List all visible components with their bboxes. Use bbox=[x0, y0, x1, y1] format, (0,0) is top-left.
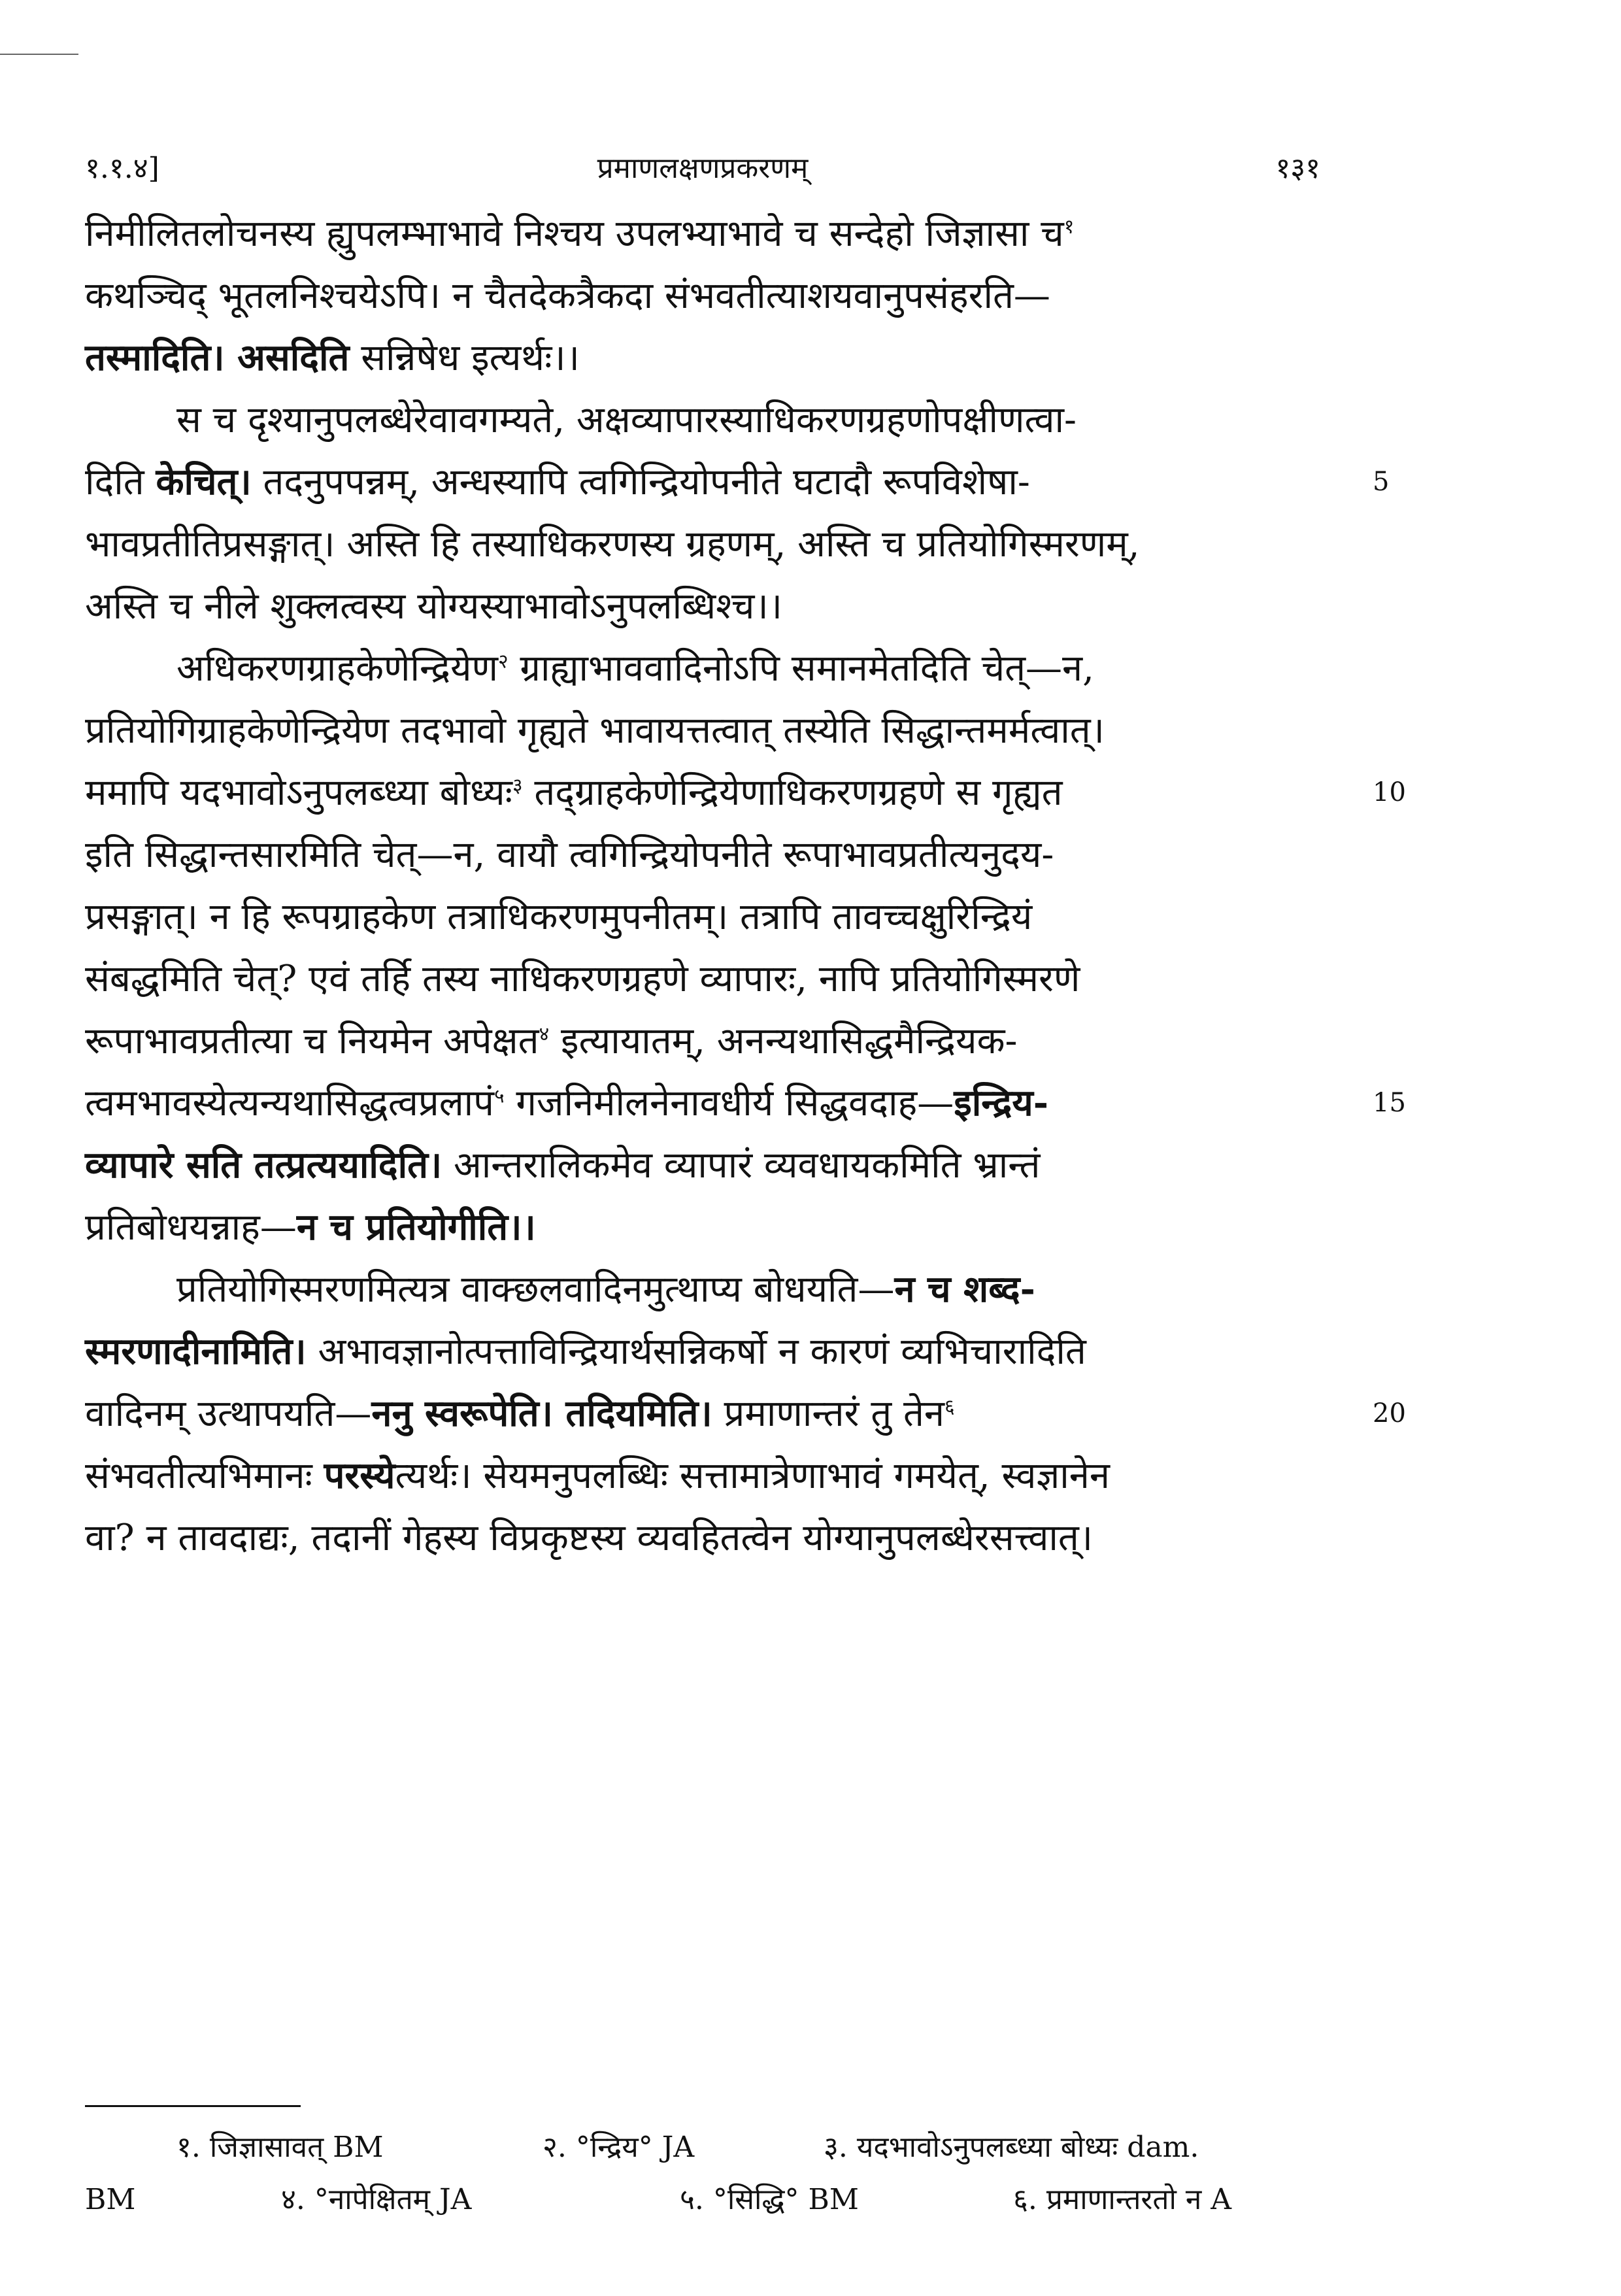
text-run: ममापि यदभावोऽनुपलब्ध्या बोध्यः bbox=[85, 771, 512, 814]
bold-lemma: परस्ये bbox=[324, 1454, 395, 1497]
text-line bbox=[85, 575, 1320, 637]
footnote-2: २. °न्द्रिय° JA bbox=[543, 2131, 695, 2164]
text-run: आन्तरालिकमेव व्यापारं व्यवधायकमिति भ्रान्तं bbox=[442, 1144, 1041, 1187]
text-run: वादिनम् उत्थापयति— bbox=[85, 1393, 372, 1435]
text-run: इति सिद्धान्तसारमिति चेत्—न, वायौ त्वगिन्द्रियोपनीते रूपाभावप्रतीत्यनुदय- bbox=[85, 834, 1054, 876]
text-run: संभवतीत्यभिमानः bbox=[85, 1455, 324, 1497]
footnote-marker: २ bbox=[497, 650, 509, 673]
text-run: प्रमाणान्तरं तु तेन bbox=[712, 1393, 944, 1435]
text-run: कथञ्चिद् भूतलनिश्चयेऽपि। न चैतदेकत्रैकदा संभवतीत्याशयवानुपसंहरति— bbox=[85, 275, 1050, 317]
bold-lemma: इन्द्रिय- bbox=[954, 1081, 1049, 1124]
bold-lemma: स्मरणादीनामिति। bbox=[85, 1330, 307, 1373]
page-number: १३१ bbox=[1275, 152, 1320, 185]
text-line bbox=[85, 327, 1320, 389]
bold-lemma: केचित्। bbox=[156, 460, 252, 503]
chapter-title: प्रमाणलक्षणप्रकरणम् bbox=[597, 152, 809, 185]
text-line bbox=[85, 451, 1390, 513]
text-run: प्रतियोगिग्राहकेणेन्द्रियेण तदभावो गृह्यते भावायत्तत्वात् तस्येति सिद्धान्तमर्मत्वात्। bbox=[85, 709, 1105, 752]
text-run: तद्ग्राहकेणेन्द्रियेणाधिकरणग्रहणे स गृह्यत bbox=[522, 771, 1063, 814]
text-run: भावप्रतीतिप्रसङ्गात्। अस्ति हि तस्याधिकरणस्य ग्रहणम्, अस्ति च प्रतियोगिस्मरणम्, bbox=[85, 523, 1140, 566]
footnotes bbox=[85, 2121, 1320, 2226]
footnote-6: ६. प्रमाणान्तरतो न A bbox=[1013, 2183, 1232, 2216]
text-line bbox=[85, 1258, 1320, 1321]
text-run: त्यर्थः। सेयमनुपलब्धिः सत्तामात्रेणाभावं गमयेत्, स्वज्ञानेन bbox=[395, 1455, 1110, 1497]
bold-lemma: न च प्रतियोगीति।। bbox=[296, 1206, 536, 1249]
footnote-3: ३. यदभावोऽनुपलब्ध्या बोध्यः dam. bbox=[824, 2131, 1199, 2164]
text-run: रूपाभावप्रतीत्या च नियमेन अपेक्षत bbox=[85, 1020, 539, 1062]
text-line bbox=[85, 700, 1320, 762]
text-run: स च दृश्यानुपलब्धेरेवावगम्यते, अक्षव्यापारस्याधिकरणग्रहणोपक्षीणत्वा- bbox=[176, 399, 1077, 441]
footnote-marker: ६ bbox=[944, 1395, 955, 1419]
text-line bbox=[85, 1196, 1320, 1258]
bold-lemma: ननु स्वरूपेति। तदियमिति। bbox=[371, 1392, 712, 1435]
line-number: 5 bbox=[1373, 467, 1390, 497]
text-line bbox=[85, 1072, 1406, 1134]
text-line bbox=[85, 637, 1320, 700]
main-text bbox=[85, 203, 1406, 1569]
text-run: दिति bbox=[85, 461, 156, 503]
footnote-marker: ३ bbox=[512, 774, 523, 798]
scan-mark bbox=[0, 54, 78, 55]
footnote-1: १. जिज्ञासावत् BM bbox=[176, 2131, 384, 2164]
footnote-separator bbox=[85, 2105, 301, 2107]
text-run: तदनुपपन्नम्, अन्धस्यापि त्वगिन्द्रियोपनीते घटादौ रूपविशेषा- bbox=[251, 461, 1030, 503]
text-run: ग्राह्याभाववादिनोऽपि समानमेतदिति चेत्—न, bbox=[508, 647, 1094, 690]
text-run: वा? न तावदाद्यः, तदानीं गेहस्य विप्रकृष्टस्य व्यवहितत्वेन योग्यानुपलब्धेरसत्त्वात्। bbox=[85, 1517, 1094, 1559]
footnote-row bbox=[85, 2121, 1320, 2174]
text-run: प्रतिबोधयन्नाह— bbox=[85, 1206, 297, 1249]
footnote-row bbox=[85, 2174, 1320, 2226]
line-number: 15 bbox=[1373, 1088, 1406, 1118]
text-line bbox=[85, 948, 1320, 1010]
text-run: त्वमभावस्येत्यन्यथासिद्धत्वप्रलापं bbox=[85, 1082, 494, 1124]
text-line bbox=[85, 886, 1320, 948]
text-run: अभावज्ञानोत्पत्ताविन्द्रियार्थसन्निकर्षो न कारणं व्यभिचारादिति bbox=[306, 1330, 1086, 1373]
footnote-marker: ५ bbox=[493, 1085, 505, 1108]
footnote-marker: १ bbox=[1063, 215, 1075, 239]
text-line bbox=[85, 1383, 1406, 1445]
text-line bbox=[85, 1445, 1320, 1507]
footnote-5: ५. °सिद्धि° BM bbox=[680, 2183, 859, 2216]
footnote-3-continued: BM bbox=[85, 2183, 136, 2216]
text-line bbox=[85, 513, 1320, 575]
text-run: प्रसङ्गात्। न हि रूपग्राहकेण तत्राधिकरणमुपनीतम्। तत्रापि तावच्चक्षुरिन्द्रियं bbox=[85, 896, 1033, 938]
line-number: 20 bbox=[1373, 1398, 1406, 1428]
text-line bbox=[85, 203, 1320, 265]
text-run: इत्यायातम्, अनन्यथासिद्धमैन्द्रियक- bbox=[549, 1020, 1018, 1062]
section-number: १.१.४] bbox=[85, 152, 159, 185]
text-line bbox=[85, 1010, 1320, 1072]
text-line bbox=[85, 389, 1320, 451]
bold-lemma: व्यापारे सति तत्प्रत्ययादिति। bbox=[85, 1143, 443, 1187]
text-run: अधिकरणग्राहकेणेन्द्रियेण bbox=[176, 647, 498, 690]
footnote-marker: ४ bbox=[539, 1022, 550, 1046]
text-run: प्रतियोगिस्मरणमित्यत्र वाक्छलवादिनमुत्थाप्य बोधयति— bbox=[176, 1268, 895, 1311]
text-line bbox=[85, 824, 1320, 886]
line-number: 10 bbox=[1373, 777, 1406, 807]
text-run: निमीलितलोचनस्य ह्युपलम्भाभावे निश्चय उपलभ्याभावे च सन्देहो जिज्ञासा च bbox=[85, 212, 1064, 255]
text-line bbox=[85, 1507, 1320, 1569]
text-run: संबद्धमिति चेत्? एवं तर्हि तस्य नाधिकरणग्रहणे व्यापारः, नापि प्रतियोगिस्मरणे bbox=[85, 958, 1080, 1000]
bold-lemma: न च शब्द- bbox=[894, 1268, 1035, 1311]
footnote-4: ४. °नापेक्षितम् JA bbox=[281, 2183, 472, 2216]
running-header bbox=[85, 141, 1320, 199]
text-run: सन्निषेध इत्यर्थः।। bbox=[349, 337, 580, 379]
text-line bbox=[85, 265, 1320, 327]
text-line bbox=[85, 1134, 1320, 1196]
bold-lemma: तस्मादिति। असदिति bbox=[85, 336, 350, 379]
text-run: अस्ति च नीले शुक्लत्वस्य योग्यस्याभावोऽनुपलब्धिश्च।। bbox=[85, 585, 782, 628]
text-line bbox=[85, 1321, 1320, 1383]
text-line bbox=[85, 762, 1406, 824]
text-run: गजनिमीलनेनावधीर्य सिद्धवदाह— bbox=[504, 1082, 954, 1124]
